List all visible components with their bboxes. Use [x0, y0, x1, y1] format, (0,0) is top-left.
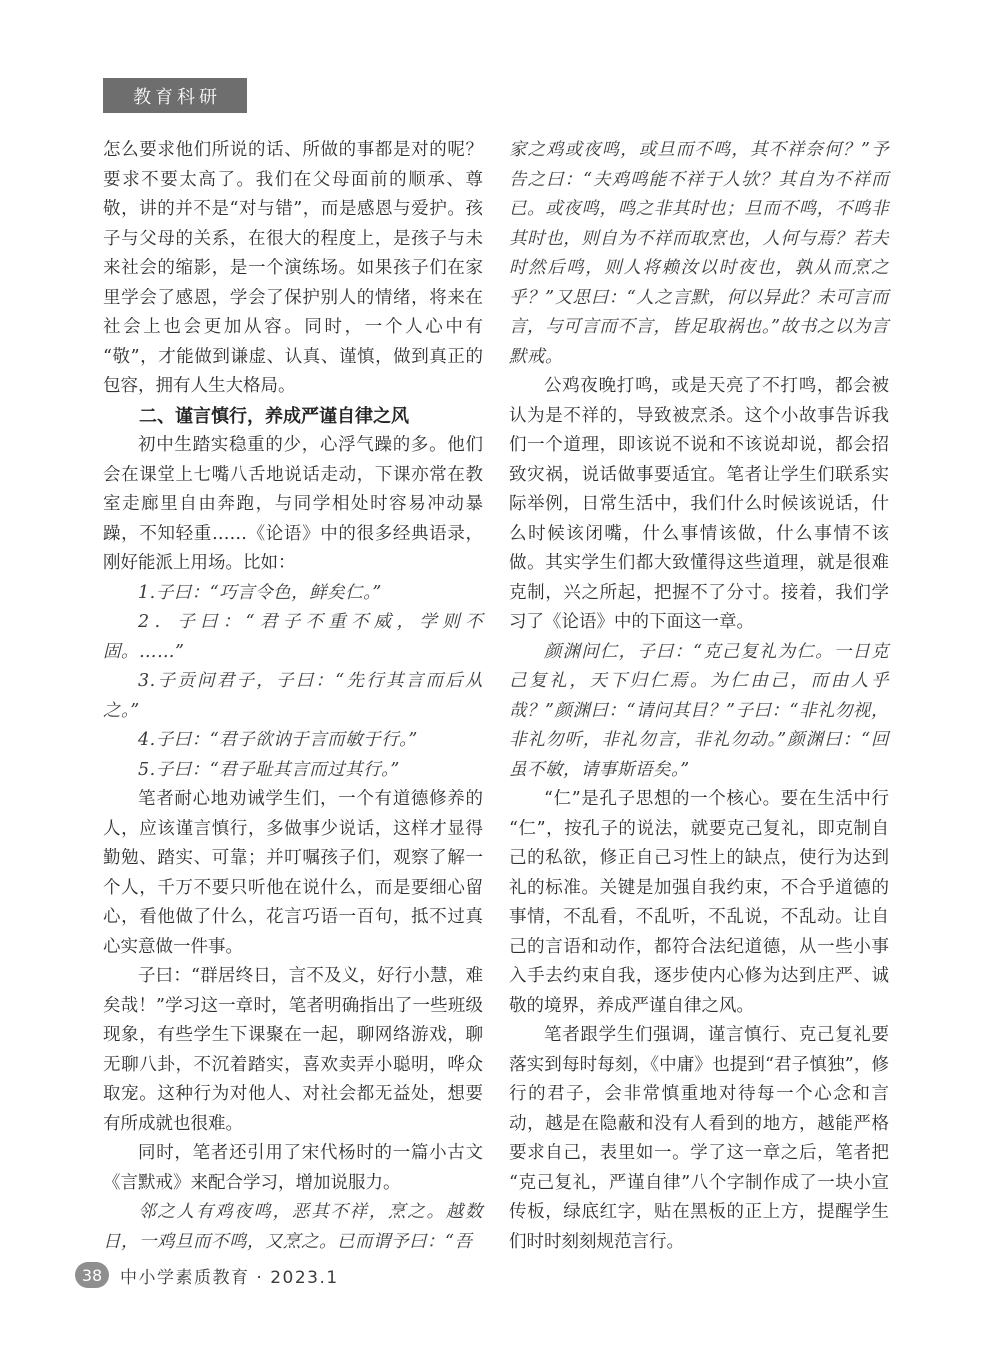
quote-item: 5.子曰：“君子耻其言而过其行。” — [138, 759, 400, 780]
section-heading: 二、谨言慎行，养成严谨自律之风 — [139, 405, 409, 427]
paragraph: 同时，笔者还引用了宋代杨时的一篇小古文《言默戒》来配合学习，增加说服力。 — [103, 1143, 483, 1193]
quote-paragraph: 颜渊问仁，子曰：“克己复礼为仁。一日克己复礼，天下归仁焉。为仁由己，而由人乎哉？”颜渊曰：“请问其目？”子曰：“非礼勿视，非礼勿听，非礼勿言，非礼勿动。”颜渊曰：“回虽不敏，请事斯语矣。” — [509, 641, 889, 780]
article-body — [103, 136, 889, 1257]
category-badge: 教育科研 — [103, 78, 247, 113]
left-column — [103, 136, 483, 1257]
paragraph: 笔者跟学生们强调，谨言慎行、克己复礼要落实到每时每刻，《中庸》也提到“君子慎独”，修行的君子，会非常慎重地对待每一个心念和言动，越是在隐蔽和没有人看到的地方，越能严格要求自己，表里如一。学了这一章之后，笔者把“克己复礼，严谨自律”八个字制作成了一块小宣传板，绿底红字，贴在黑板的正上方，提醒学生们时时刻刻规范言行。 — [509, 1025, 889, 1252]
quote-item: 4.子曰：“君子欲讷于言而敏于行。” — [138, 730, 418, 750]
quote-item: 1.子曰：“巧言令色，鲜矣仁。” — [138, 582, 382, 603]
journal-title: 中小学素质教育 · 2023.1 — [120, 1267, 339, 1288]
paragraph: “仁”是孔子思想的一个核心。要在生活中行“仁”，按孔子的说法，就要克己复礼，即克制自己的私欲，修正自己习性上的缺点，使行为达到礼的标准。关键是加强自我约束，不合乎道德的事情，不乱看，不乱听，不乱说，不乱动。让自己的言语和动作，都符合法纪道德，从一些小事入手去约束自我，逐步使内心修为达到庄严、诚敬的境界，养成严谨自律之风。 — [509, 789, 889, 1016]
quote-item: 3.子贡问君子，子曰：“先行其言而后从之。” — [103, 671, 483, 721]
quote-paragraph: 家之鸡或夜鸣，或旦而不鸣，其不祥奈何？”予告之曰：“夫鸡鸣能不祥于人欤？其自为不祥而已。或夜鸣，鸣之非其时也；旦而不鸣，不鸣非其时也，则自为不祥而取烹也，人何与焉？若夫时然后鸣，则人将赖汝以时夜也，孰从而烹之乎？”又思曰：“人之言默，何以异此？未可言而言，与可言而不言，皆足取祸也。”故书之以为言默戒。 — [509, 140, 889, 367]
quote-item: 2．子曰：“君子不重不威，学则不固。……” — [103, 612, 483, 662]
paragraph: 初中生踏实稳重的少，心浮气躁的多。他们会在课堂上七嘴八舌地说话走动，下课亦常在教室走廊里自由奔跑，与同学相处时容易冲动暴躁，不知轻重……《论语》中的很多经典语录，刚好能派上用场。比如： — [103, 435, 483, 573]
paragraph: 笔者耐心地劝诫学生们，一个有道德修养的人，应该谨言慎行，多做事少说话，这样才显得勤勉、踏实、可靠；并叮嘱孩子们，观察了解一个人，千万不要只听他在说什么，而是要细心留心，看他做了什么，花言巧语一百句，抵不过真心实意做一件事。 — [103, 789, 483, 957]
paragraph: 子曰：“群居终日，言不及义，好行小慧，难矣哉！”学习这一章时，笔者明确指出了一些班级现象，有些学生下课聚在一起，聊网络游戏，聊无聊八卦，不沉着踏实，喜欢卖弄小聪明，哗众取宠。这种行为对他人、对社会都无益处，想要有所成就也很难。 — [103, 966, 483, 1134]
page-number-badge: 38 — [75, 1262, 109, 1288]
paragraph: 怎么要求他们所说的话、所做的事都是对的呢？要求不要太高了。我们在父母面前的顺承、尊敬，讲的并不是“对与错”，而是感恩与爱护。孩子与父母的关系，在很大的程度上，是孩子与未来社会的缩影，是一个演练场。如果孩子们在家里学会了感恩，学会了保护别人的情绪，将来在社会上也会更加从容。同时，一个人心中有“敬”，才能做到谦虚、认真、谨慎，做到真正的包容，拥有人生大格局。 — [103, 140, 483, 396]
footer — [75, 1262, 339, 1288]
right-column — [509, 136, 889, 1257]
quote-paragraph: 邻之人有鸡夜鸣，恶其不祥，烹之。越数日，一鸡旦而不鸣，又烹之。已而谓予曰：“吾 — [103, 1202, 483, 1252]
paragraph: 公鸡夜晚打鸣，或是天亮了不打鸣，都会被认为是不祥的，导致被烹杀。这个小故事告诉我们一个道理，即该说不说和不该说却说，都会招致灾祸，说话做事要适宜。笔者让学生们联系实际举例，日常生活中，我们什么时候该说话，什么时候该闭嘴，什么事情该做，什么事情不该做。其实学生们都大致懂得这些道理，就是很难克制，兴之所起，把握不了分寸。接着，我们学习了《论语》中的下面这一章。 — [509, 376, 889, 632]
